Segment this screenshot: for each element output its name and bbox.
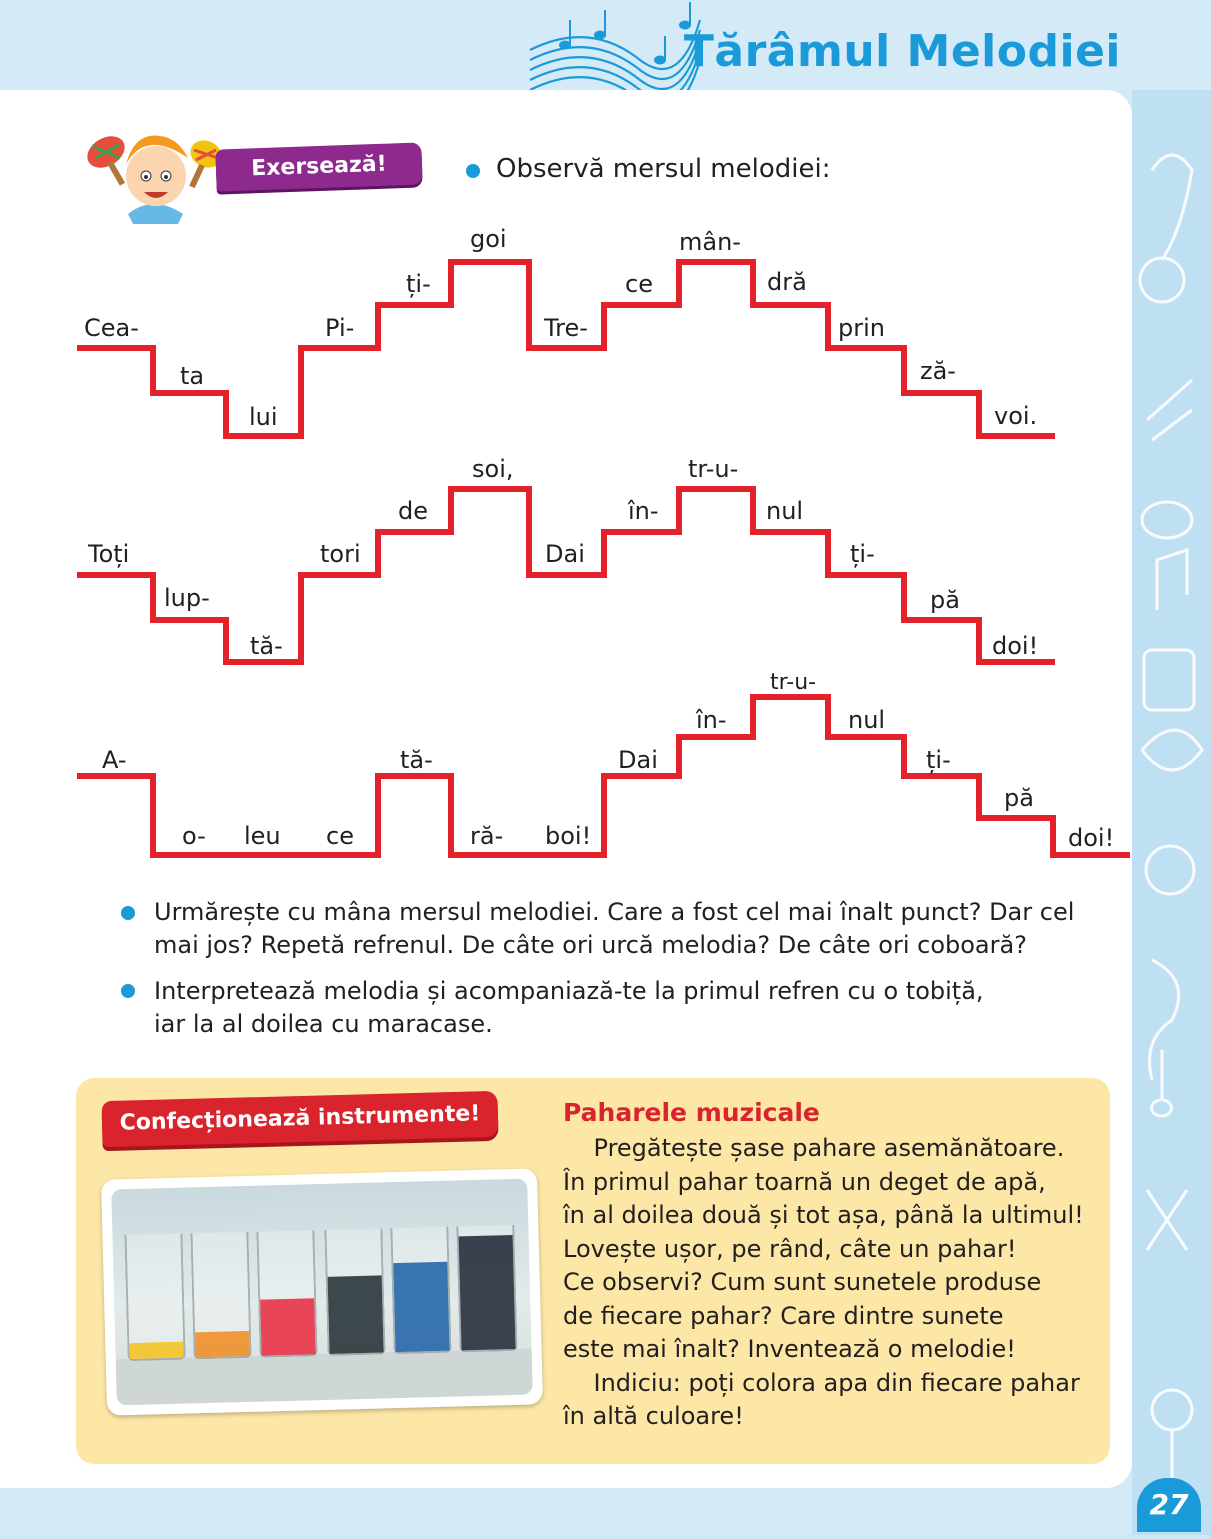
page-title: Tărâmul Melodiei	[683, 26, 1121, 77]
melody-syllable: ce	[326, 822, 354, 850]
melody-syllable: ți-	[926, 746, 951, 774]
task-1-line-1: Urmărește cu mâna mersul melodiei. Care a fost cel mai înalt punct? Dar cel	[154, 898, 1075, 926]
activity-line: Pregătește șase pahare asemănătoare.	[563, 1134, 1065, 1162]
melody-syllable: doi!	[992, 632, 1039, 660]
water-2	[195, 1331, 250, 1357]
melody-syllable: tr-u-	[770, 670, 817, 695]
melody-line-row1	[77, 262, 1055, 436]
melody-syllable: soi,	[472, 455, 514, 483]
melody-syllable: ră-	[470, 822, 504, 850]
water-3	[260, 1298, 315, 1355]
music-doodles-decoration	[1132, 90, 1211, 1535]
melody-syllable: tr-u-	[688, 455, 739, 483]
activity-line: în altă culoare!	[563, 1402, 744, 1430]
water-6	[459, 1235, 516, 1350]
activity-line: Ce observi? Cum sunt sunetele produse	[563, 1268, 1042, 1296]
glass-2	[190, 1232, 251, 1359]
melody-syllable: Cea-	[84, 314, 139, 342]
melody-syllable: tă-	[250, 632, 283, 660]
melody-syllable: mân-	[679, 228, 741, 256]
melody-syllable: nul	[766, 497, 804, 525]
melody-syllable: în-	[628, 497, 659, 525]
melody-syllable: Dai	[618, 746, 658, 774]
melody-syllable: tă-	[400, 746, 433, 774]
glasses-photo-frame	[101, 1168, 543, 1415]
glass-3	[256, 1230, 317, 1357]
melody-syllable: doi!	[1068, 824, 1115, 852]
melody-syllable: Pi-	[325, 314, 355, 342]
task-2-line-2: iar la al doilea cu maracase.	[154, 1010, 493, 1038]
melody-syllable: de	[398, 497, 428, 525]
bullet-icon	[121, 906, 135, 920]
melody-syllable: Tre-	[544, 314, 588, 342]
melody-syllable: lup-	[164, 584, 210, 612]
water-5	[393, 1261, 449, 1352]
activity-title: Paharele muzicale	[563, 1098, 820, 1127]
melody-syllable: ți-	[406, 270, 431, 298]
melody-syllable: Dai	[545, 540, 585, 568]
melody-syllable: leu	[244, 822, 281, 850]
melody-syllable: voi.	[994, 402, 1038, 430]
water-1	[129, 1342, 183, 1360]
melody-syllable: prin	[838, 314, 885, 342]
task-2	[154, 975, 984, 1041]
decorative-side-strip	[1132, 90, 1211, 1535]
melody-syllable: Toți	[88, 540, 130, 568]
melody-syllable: ză-	[920, 357, 956, 385]
glass-4	[324, 1228, 385, 1355]
melody-syllable: nul	[848, 706, 886, 734]
melody-syllable: boi!	[545, 822, 592, 850]
melody-syllable: pă	[1004, 784, 1034, 812]
bullet-icon	[121, 984, 135, 998]
activity-line: În primul pahar toarnă un deget de apă,	[563, 1167, 1046, 1196]
activity-line: în al doilea două și tot așa, până la ultimul!	[563, 1201, 1084, 1229]
task-2-line-1: Interpretează melodia și acompaniază-te la primul refren cu o tobiță,	[154, 977, 984, 1005]
melody-syllable: dră	[767, 268, 807, 296]
melody-syllable: ți-	[850, 540, 875, 568]
task-1	[154, 896, 1074, 962]
melody-syllable: A-	[102, 746, 127, 774]
activity-text	[563, 1132, 1084, 1434]
task-1-line-2: mai jos? Repetă refrenul. De câte ori urcă melodia? De câte ori coboară?	[154, 931, 1027, 959]
observe-instruction: Observă mersul melodiei:	[496, 154, 831, 184]
melody-syllable: tori	[320, 540, 361, 568]
activity-line: Lovește ușor, pe rând, câte un pahar!	[563, 1234, 1017, 1263]
glass-5	[390, 1227, 451, 1354]
activity-line: de fiecare pahar? Care dintre sunete	[563, 1301, 1004, 1330]
melody-line-row3	[77, 697, 1130, 855]
melody-syllable: lui	[249, 403, 278, 431]
melody-syllable: în-	[696, 706, 727, 734]
melody-syllable: ta	[180, 362, 205, 390]
glass-6	[456, 1225, 517, 1352]
make-instruments-label: Confecționează instrumente!	[119, 1101, 481, 1136]
melody-syllable: pă	[930, 586, 960, 614]
water-4	[328, 1276, 384, 1354]
practice-label: Exersează!	[250, 151, 388, 182]
melody-syllable: o-	[182, 822, 206, 850]
melody-syllable: ce	[625, 270, 653, 298]
glasses-photo	[111, 1179, 533, 1406]
activity-line: este mai înalt? Inventează o melodie!	[563, 1335, 1016, 1363]
melody-syllable: goi	[470, 225, 507, 253]
page-number: 27	[1137, 1478, 1201, 1532]
glass-1	[124, 1234, 185, 1361]
melody-line-row2	[77, 489, 1055, 662]
activity-line: Indiciu: poți colora apa din fiecare pahar	[563, 1368, 1080, 1397]
